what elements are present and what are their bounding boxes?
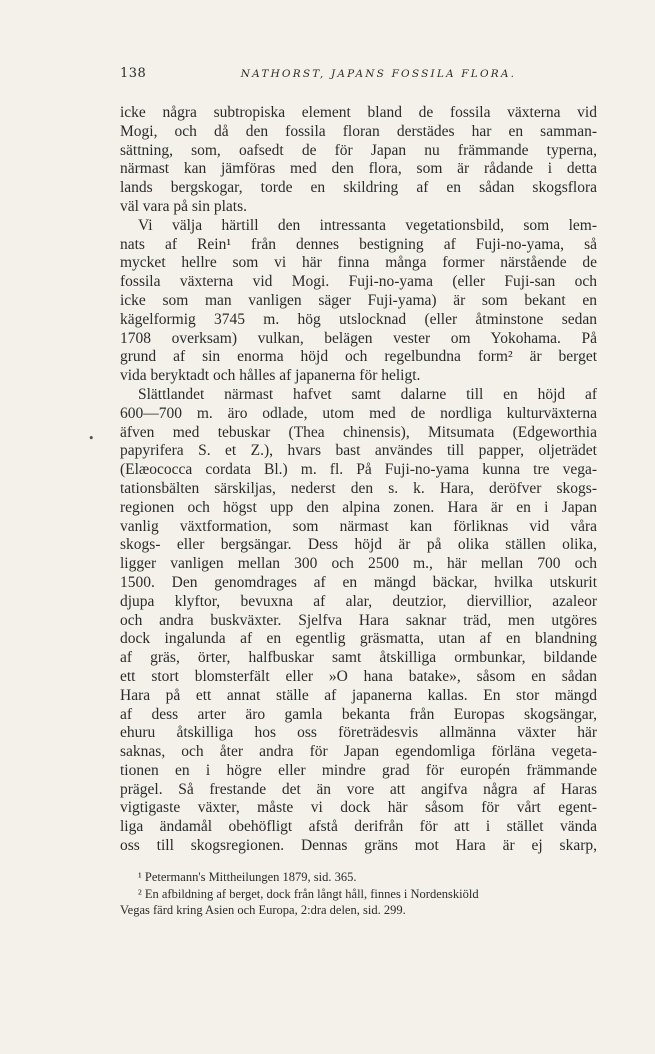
body-line: icke några subtropiska element bland de fossila växterna vid <box>120 104 597 121</box>
body-line: Mogi, och då den fossila floran derstädes har en samman- <box>120 122 597 140</box>
body-line: sättning, som, oafsedt de för Japan nu främmande typerna, <box>120 141 597 159</box>
body-line: kägelformig 3745 m. hög utslocknad (eller åtminstone sedan <box>120 310 597 328</box>
body-line: ehuru åtskilliga hos oss företrädesvis allmänna växter här <box>120 724 597 742</box>
body-line: tationsbälten särskiljas, nederst den s. k. Hara, deröfver skogs- <box>120 479 597 497</box>
body-line: af dess arter äro gamla bekanta från Europas skogsängar, <box>120 705 597 723</box>
body-line: lands bergskogar, torde en skildring af en sådan skogsflora <box>120 179 597 197</box>
body-line: vida beryktadt och hålles af japanerna för heligt. <box>120 367 421 385</box>
body-line: liga ändamål obehöfligt afstå derifrån för att i stället vända <box>120 818 597 836</box>
margin-mark: • <box>88 432 95 445</box>
body-line: prägel. Så frestande det än vore att angifva några af Haras <box>120 780 597 798</box>
body-line: väl vara på sin plats. <box>120 197 247 215</box>
body-line: ett stort blomsterfält eller »O hana batake», såsom en sådan <box>120 667 597 685</box>
body-line: äfven med tebuskar (Thea chinensis), Mitsumata (Edgeworthia <box>120 423 597 441</box>
body-line: närmast kan jämföras med den flora, som är rådande i detta <box>120 160 597 178</box>
running-head: NATHORST, JAPANS FOSSILA FLORA. <box>240 68 517 80</box>
body-line: nats af Rein¹ från dennes bestigning af Fuji-no-yama, så <box>120 235 597 253</box>
body-line: djupa klyftor, bevuxna af alar, deutzior, diervillior, azaleor <box>120 592 597 610</box>
page-header <box>120 66 597 84</box>
body-line: icke som man vanligen säger Fuji-yama) är som bekant en <box>120 291 597 309</box>
body-line: Slättlandet närmast hafvet samt dalarne till en höjd af <box>138 385 597 403</box>
body-line: vanlig växtformation, som närmast kan förliknas vid våra <box>120 517 597 535</box>
body-line: 1500. Den genomdrages af en mängd bäckar, hvilka utskurit <box>120 573 597 591</box>
body-line: 1708 overksam) vulkan, belägen vester om Yokohama. På <box>120 329 597 347</box>
body-line: Hara på ett annat ställe af japanerna kallas. En stor mängd <box>120 686 597 704</box>
page-number: 138 <box>120 66 147 81</box>
body-line: vigtigaste växter, måste vi dock här såsom för vårt egent- <box>120 799 597 817</box>
footnotes <box>120 869 597 919</box>
footnote-2-line-1: ² En afbildning af berget, dock från långt håll, finnes i Nordenskiöld <box>138 886 479 901</box>
body-line: grund af sin enorma höjd och regelbundna form² är berget <box>120 348 597 366</box>
body-line: ligger vanligen mellan 300 och 2500 m., här mellan 700 och <box>120 555 597 573</box>
footnote-1: ¹ Petermann's Mittheilungen 1879, sid. 365. <box>138 870 357 884</box>
body-line: skogs- eller bergsängar. Dess höjd är på olika ställen olika, <box>120 536 597 554</box>
body-line: oss till skogsregionen. Dennas gräns mot Hara är ej skarp, <box>120 837 597 855</box>
body-line: mycket hellre som vi här finna många former närstående de <box>120 254 597 272</box>
body-line: Vi välja härtill den intressanta vegetationsbild, som lem- <box>138 216 597 234</box>
body-line: fossila växterna vid Mogi. Fuji-no-yama (eller Fuji-san och <box>120 273 597 291</box>
footnote-2-line-2: Vegas färd kring Asien och Europa, 2:dra delen, sid. 299. <box>120 903 406 917</box>
body-line: af gräs, örter, halfbuskar samt åtskilliga ormbunkar, bildande <box>120 649 597 667</box>
body-line: 600—700 m. äro odlade, utom med de nordliga kulturväxterna <box>120 404 597 422</box>
body-line: tionen en i högre eller mindre grad för europén främmande <box>120 761 597 779</box>
body-line: regionen och högst upp den alpina zonen. Hara är en i Japan <box>120 498 597 516</box>
body-text <box>120 104 597 856</box>
body-line: och andra buskväxter. Sjelfva Hara saknar träd, men utgöres <box>120 611 597 629</box>
body-line: saknas, och åter andra för Japan egendomliga förläna vegeta- <box>120 743 597 761</box>
body-line: (Elæococca cordata Bl.) m. fl. På Fuji-no-yama kunna tre vega- <box>120 461 597 479</box>
body-line: papyrifera S. et Z.), hvars bast användes till papper, oljeträdet <box>120 442 597 460</box>
body-line: dock ingalunda af en egentlig gräsmatta, utan af en blandning <box>120 630 597 648</box>
